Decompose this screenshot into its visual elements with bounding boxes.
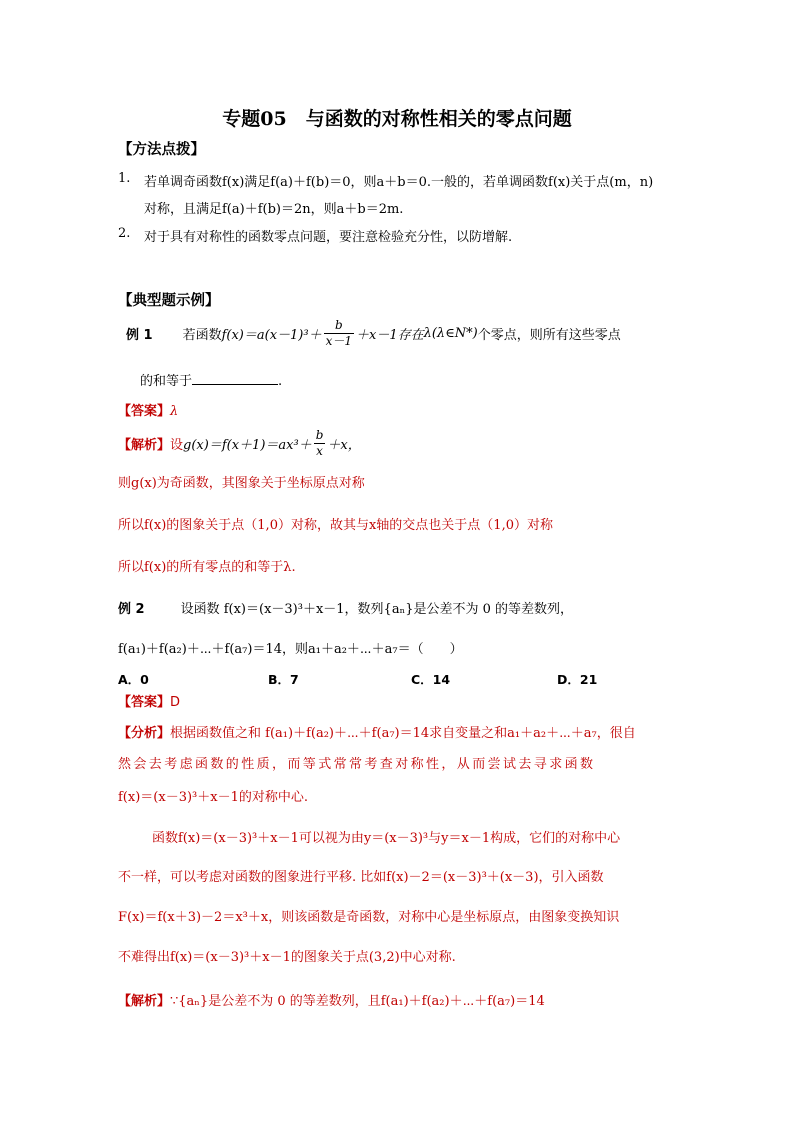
example1-line2-end: . xyxy=(278,374,283,389)
method-item2-number: 2. xyxy=(118,226,131,241)
choice-b[interactable]: B．7 xyxy=(268,672,299,687)
example1-answer-value: λ xyxy=(170,404,179,419)
example1-fraction xyxy=(324,318,354,349)
example1-function: f(x)＝a(x－1)³＋ xyxy=(221,328,322,343)
example1-answer-label: 【答案】 xyxy=(118,404,171,419)
example1-post: 个零点，则所有这些零点 xyxy=(477,328,621,343)
example2-fenxi-label: 【分析】 xyxy=(118,726,171,741)
method-item1-number: 1. xyxy=(118,171,131,186)
example2-line1-text: 设函数 f(x)＝(x－3)³＋x－1，数列{aₙ}是公差不为 0 的等差数列， xyxy=(180,602,574,617)
example1-analysis-fraction-numerator: b xyxy=(315,428,324,442)
example1-analysis-pre: 设 xyxy=(170,438,184,453)
example1-line2 xyxy=(140,370,282,389)
example2-para-line3: F(x)＝f(x＋3)－2＝x³＋x，则该函数是奇函数，对称中心是坐标原点，由图象变换知识 xyxy=(118,910,620,925)
example2-fenxi-line3: f(x)＝(x－3)³＋x－1的对称中心. xyxy=(118,790,308,805)
example2-para-line1: 函数f(x)＝(x－3)³＋x－1可以视为由y＝(x－3)³与y＝x－1构成，它们的对称中心 xyxy=(152,831,621,846)
example1-analysis-line-c: 所以f(x)的所有零点的和等于λ. xyxy=(118,560,296,575)
example2-fenxi-line1 xyxy=(118,722,636,741)
example2-line1 xyxy=(118,598,573,617)
answer-blank xyxy=(192,372,278,385)
method-item1-line2: 对称，且满足f(a)＋f(b)＝2n，则a＋b＝2m. xyxy=(144,202,404,217)
example1-line2-text: 的和等于 xyxy=(140,374,193,389)
choice-c[interactable]: C．14 xyxy=(411,672,451,687)
example2-para-line4: 不难得出f(x)＝(x－3)³＋x－1的图象关于点(3,2)中心对称. xyxy=(118,950,456,965)
method-item2-text: 对于具有对称性的函数零点问题，要注意检验充分性，以防增解. xyxy=(144,230,513,245)
example1-analysis-expr: g(x)＝f(x＋1)＝ax³＋ xyxy=(183,438,312,453)
example2-fenxi-text1: 根据函数值之和 f(a₁)＋f(a₂)＋⋯＋f(a₇)＝14求自变量之和a₁＋a₂＋⋯＋a₇，很自 xyxy=(170,726,636,741)
example2-jiexi xyxy=(118,990,545,1009)
method-item1-line1: 若单调奇函数f(x)满足f(a)＋f(b)＝0，则a＋b＝0.一般的，若单调函数f(x)关于点(m，n) xyxy=(144,175,654,190)
example1-analysis-line-a: 则g(x)为奇函数，其图象关于坐标原点对称 xyxy=(118,476,365,491)
method-heading: 【方法点拨】 xyxy=(118,141,205,158)
example1-lambda: λ(λ∈N*) xyxy=(423,326,478,341)
example1-fraction-numerator: b xyxy=(324,318,354,334)
examples-heading: 【典型题示例】 xyxy=(118,292,220,309)
example2-fenxi-line2: 然会去考虑函数的性质，而等式常常考查对称性，从而尝试去寻求函数 xyxy=(118,757,596,772)
example1-analysis-line-b: 所以f(x)的图象关于点（1,0）对称，故其与x轴的交点也关于点（1,0）对称 xyxy=(118,518,553,533)
example1-answer xyxy=(118,400,178,419)
example2-line2: f(a₁)＋f(a₂)＋⋯＋f(a₇)＝14，则a₁＋a₂＋⋯＋a₇＝（ ） xyxy=(118,642,463,657)
example2-answer xyxy=(118,691,180,710)
example2-answer-label: 【答案】 xyxy=(118,695,171,710)
page-title: 专题05 与函数的对称性相关的零点问题 xyxy=(222,108,572,130)
example1-analysis-label: 【解析】 xyxy=(118,438,171,453)
example2-para-line2: 不一样，可以考虑对函数的图象进行平移. 比如f(x)－2＝(x－3)³＋(x－3)，引入函数 xyxy=(118,870,604,885)
example1-analysis-fraction xyxy=(314,428,326,459)
example1-function-tail: ＋x－1存在 xyxy=(356,328,424,343)
example1-analysis xyxy=(118,428,361,459)
example1-pre: 若函数 xyxy=(182,328,222,343)
example1-fraction-denominator: x－1 xyxy=(325,334,352,348)
example2-answer-value: D xyxy=(170,695,181,710)
example2-jiexi-text: ∵{aₙ}是公差不为 0 的等差数列，且f(a₁)＋f(a₂)＋⋯＋f(a₇)＝14 xyxy=(170,994,545,1009)
example1-label: 例 1 xyxy=(126,328,153,343)
example2-jiexi-label: 【解析】 xyxy=(118,994,171,1009)
example2-label: 例 2 xyxy=(118,602,145,617)
choice-d[interactable]: D．21 xyxy=(557,672,598,687)
choice-a[interactable]: A．0 xyxy=(118,672,149,687)
example1-analysis-fraction-denominator: x xyxy=(316,444,323,458)
example1-line1 xyxy=(126,318,621,349)
example1-analysis-tail: ＋x， xyxy=(327,438,361,453)
